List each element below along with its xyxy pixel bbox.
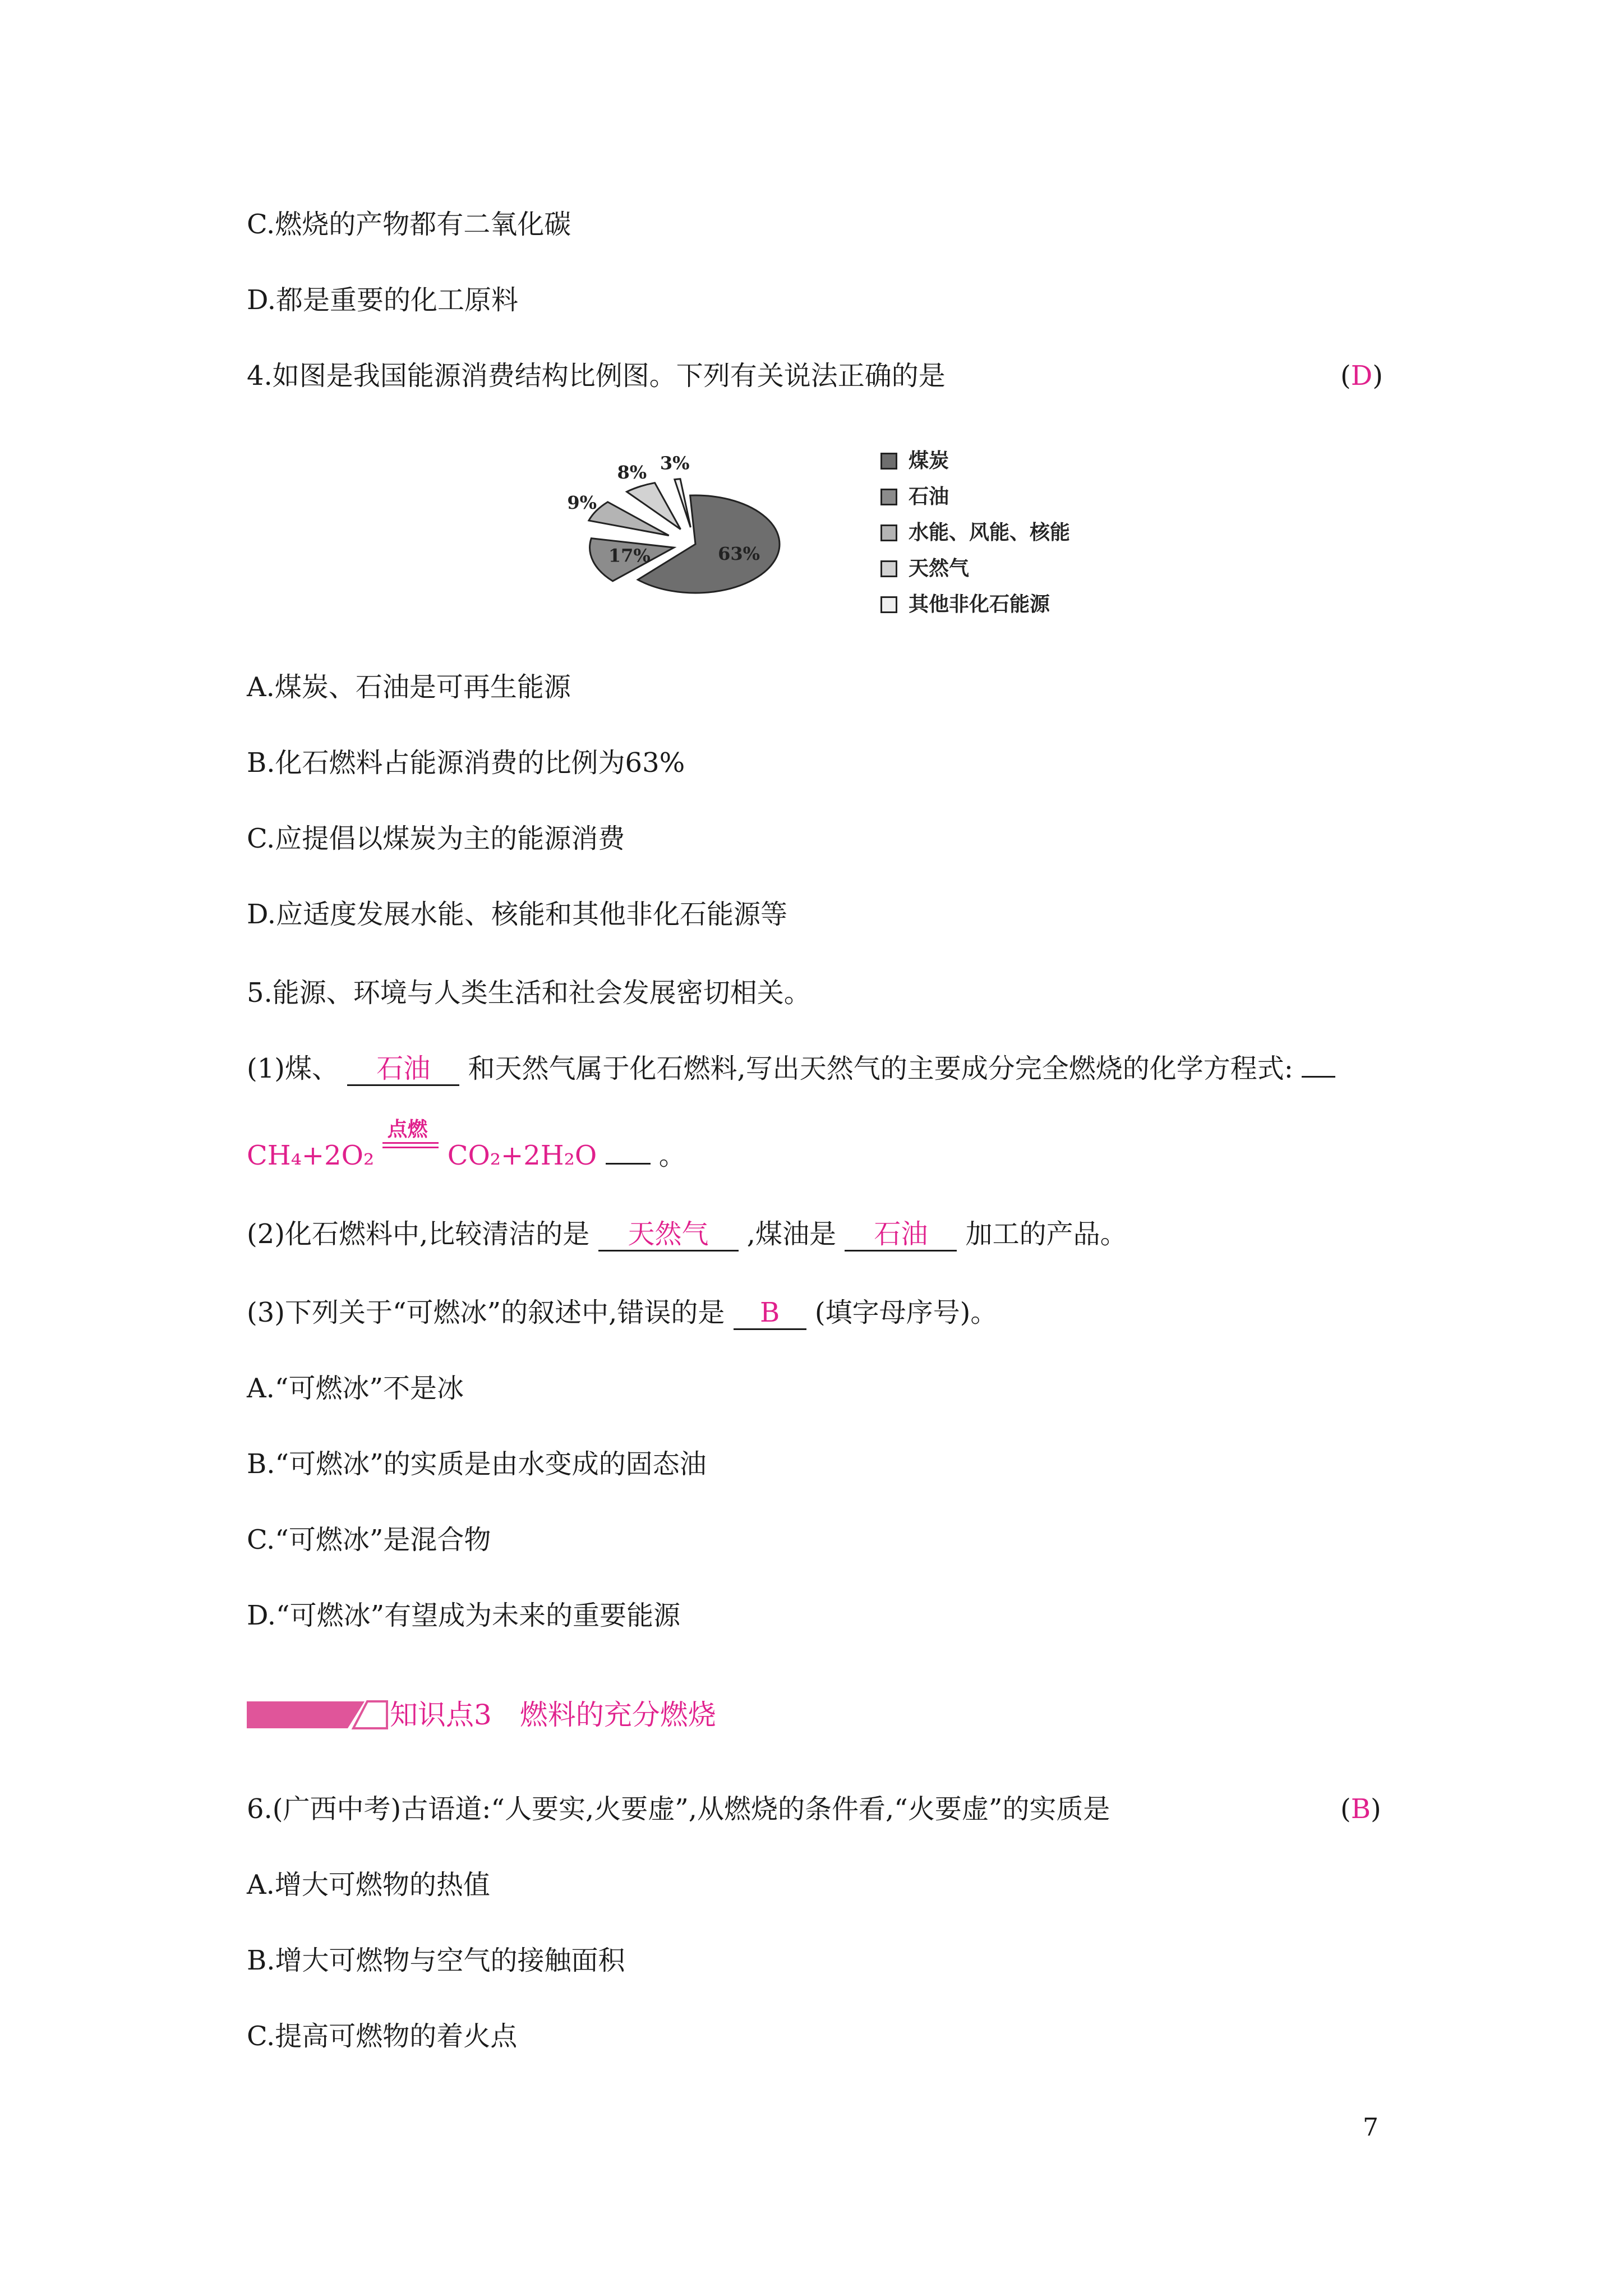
pie-label-1: 63% [718, 543, 760, 565]
equation-condition: 点燃 [387, 1118, 428, 1141]
q5-part1-blank: 石油 [347, 1053, 459, 1086]
q5-stem: 5.能源、环境与人类生活和社会发展密切相关。 [247, 977, 811, 1009]
q6-answer: B [1350, 1793, 1371, 1825]
pie-label-2: 17% [608, 545, 651, 567]
legend-swatch-2 [880, 489, 897, 505]
q4-stem: 4.如图是我国能源消费结构比例图。下列有关说法正确的是 [247, 360, 946, 392]
q5-option-b: B.“可燃冰”的实质是由水变成的固态油 [247, 1448, 707, 1480]
equation-arrow [382, 1118, 439, 1172]
legend-swatch-5 [880, 596, 897, 613]
q4-option-d: D.应适度发展水能、核能和其他非化石能源等 [247, 899, 788, 930]
q5-part2-blank2: 石油 [845, 1218, 957, 1251]
legend-label-5: 其他非化石能源 [909, 593, 1050, 616]
q3-option-d: D.都是重要的化工原料 [247, 284, 519, 316]
legend-swatch-1 [880, 453, 897, 470]
q3-option-c: C.燃烧的产物都有二氧化碳 [247, 209, 571, 240]
pie-slice-5 [675, 479, 691, 527]
q6-option-a: A.增大可燃物的热值 [247, 1869, 490, 1901]
q6-answer-paren: (B) [1340, 1793, 1381, 1825]
pie-slices [589, 479, 780, 593]
pie-label-4: 8% [617, 461, 647, 483]
q4-answer-paren: (D) [1340, 360, 1383, 392]
q5-part1-line1: (1)煤、 石油 和天然气属于化石燃料,写出天然气的主要成分完全燃烧的化学方程式: [247, 1052, 1335, 1086]
q6-option-b: B.增大可燃物与空气的接触面积 [247, 1945, 625, 1976]
legend-label-3: 水能、风能、核能 [909, 521, 1071, 544]
q5-part2: (2)化石燃料中,比较清洁的是 天然气 ,煤油是 石油 加工的产品。 [247, 1217, 1127, 1251]
q5-option-a: A.“可燃冰”不是冰 [247, 1373, 464, 1404]
pie-label-5: 3% [660, 452, 690, 474]
legend-label-2: 石油 [909, 485, 949, 508]
q5-part3: (3)下列关于“可燃冰”的叙述中,错误的是 B (填字母序号)。 [247, 1296, 997, 1330]
legend-swatch-3 [880, 524, 897, 541]
q5-part1-equation-blank-start [1302, 1076, 1335, 1078]
page-number: 7 [1363, 2113, 1378, 2142]
section-title: 知识点3 燃料的充分燃烧 [390, 1699, 716, 1731]
q4-option-c: C.应提倡以煤炭为主的能源消费 [247, 823, 625, 854]
q6-option-c: C.提高可燃物的着火点 [247, 2021, 518, 2052]
q5-equation-line: CH₄+2O₂ 点燃 CO₂+2H₂O 。 [247, 1139, 686, 1172]
q5-part2-blank1: 天然气 [598, 1218, 739, 1251]
legend-label-4: 天然气 [909, 557, 970, 580]
legend-swatch-4 [880, 560, 897, 577]
equation-left: CH₄+2O₂ [247, 1140, 375, 1171]
q6-stem: 6.(广西中考)古语道:“人要实,火要虚”,从燃烧的条件看,“火要虚”的实质是 [247, 1793, 1110, 1825]
section-banner-icon [247, 1697, 393, 1733]
q5-option-c: C.“可燃冰”是混合物 [247, 1524, 491, 1556]
q4-option-b: B.化石燃料占能源消费的比例为63% [247, 747, 685, 779]
legend-label-1: 煤炭 [909, 449, 949, 472]
q5-option-d: D.“可燃冰”有望成为未来的重要能源 [247, 1600, 681, 1631]
pie-label-3: 9% [567, 492, 597, 514]
q4-option-a: A.煤炭、石油是可再生能源 [247, 671, 571, 703]
equation-right: CO₂+2H₂O [447, 1140, 597, 1171]
q5-part3-blank: B [734, 1297, 806, 1330]
q4-answer: D [1350, 360, 1373, 392]
